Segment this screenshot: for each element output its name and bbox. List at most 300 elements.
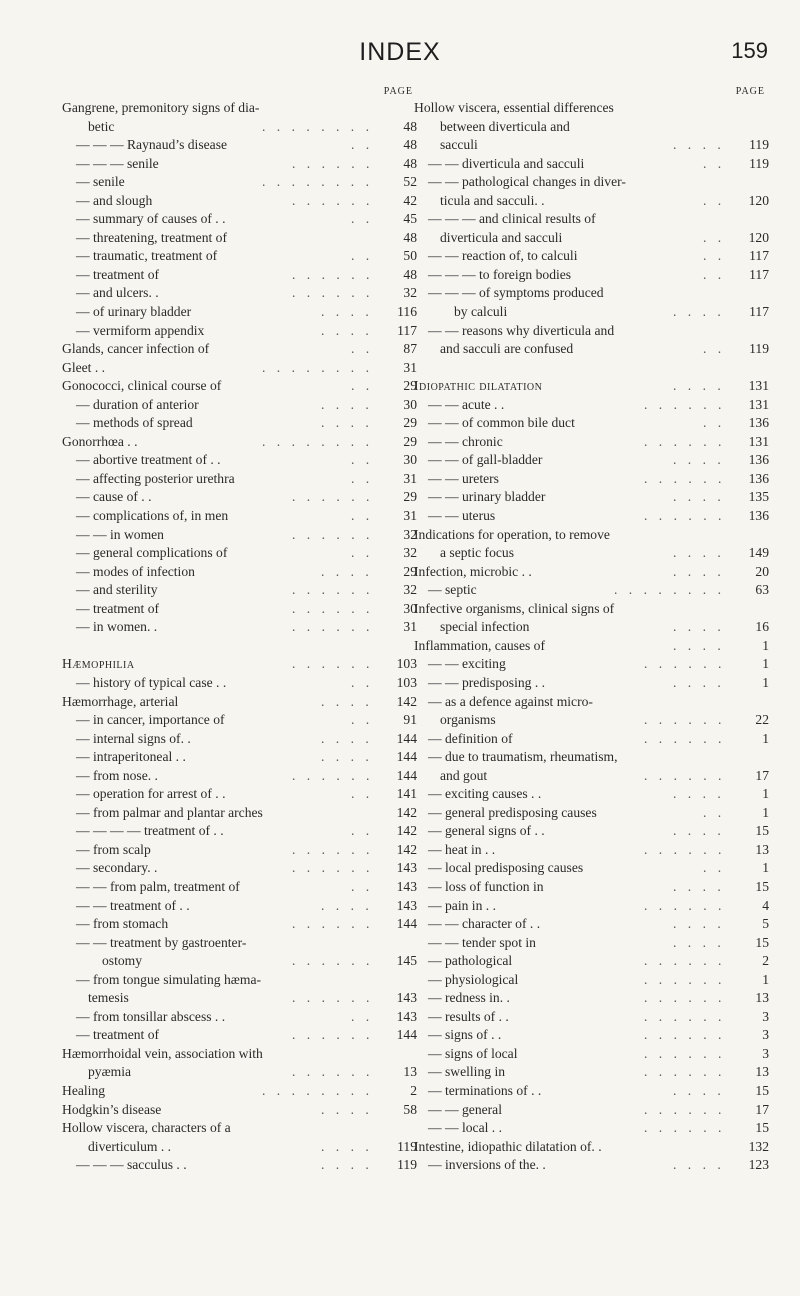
entry-page-number: 145	[396, 953, 417, 969]
leader-dots: . . . . . .	[292, 656, 374, 672]
leader-dots: . . . .	[673, 619, 725, 635]
index-entry	[414, 897, 769, 916]
entry-text: Hæmorrhoidal vein, association with	[62, 1045, 263, 1061]
entry-page-number: 116	[397, 304, 417, 320]
entry-text: — swelling in	[428, 1064, 506, 1080]
leader-dots: . . . .	[321, 396, 373, 412]
entry-text: — — treatment of . .	[76, 897, 190, 913]
entry-text: — signs of . .	[428, 1027, 502, 1043]
index-entry	[62, 284, 417, 303]
leader-dots: . .	[351, 674, 374, 690]
entry-text: diverticulum . .	[88, 1138, 172, 1154]
index-entry	[62, 1156, 417, 1175]
index-entry	[62, 433, 417, 452]
leader-dots: . . . . . .	[644, 433, 726, 449]
entry-page-number: 1	[762, 674, 769, 690]
entry-text: — duration of anterior	[76, 396, 199, 412]
entry-text: Hodgkin’s disease	[62, 1101, 162, 1117]
index-entry	[414, 99, 769, 118]
entry-page-number: 3	[762, 1027, 769, 1043]
entry-text: — exciting causes . .	[428, 786, 542, 802]
entry-text: — from stomach	[76, 916, 169, 932]
entry-page-number: 29	[403, 563, 417, 579]
entry-text: Hollow viscera, characters of a	[62, 1120, 231, 1136]
leader-dots: . .	[351, 378, 374, 394]
index-entry	[62, 359, 417, 378]
leader-dots: . . . . . . . .	[262, 1082, 373, 1098]
index-entry	[62, 841, 417, 860]
leader-dots: . . . . . .	[292, 953, 374, 969]
entry-text: betic	[88, 118, 115, 134]
index-entry	[62, 303, 417, 322]
entry-text: — — reasons why diverticula and	[428, 322, 615, 338]
leader-dots: . . . . . .	[644, 1101, 726, 1117]
entry-text: — due to traumatism, rheumatism,	[428, 749, 618, 765]
entry-text: Hæmorrhage, arterial	[62, 693, 179, 709]
leader-dots: . . . .	[673, 916, 725, 932]
entry-text: — history of typical case . .	[76, 674, 227, 690]
index-entry	[414, 1045, 769, 1064]
entry-page-number: 135	[748, 489, 769, 505]
entry-text: — redness in. .	[428, 990, 510, 1006]
leader-dots: . . . . . .	[292, 285, 374, 301]
entry-page-number: 142	[396, 804, 417, 820]
index-entry	[414, 693, 769, 712]
index-entry	[414, 322, 769, 341]
entry-page-number: 5	[762, 916, 769, 932]
entry-text: — as a defence against micro-	[428, 693, 593, 709]
entry-text: — treatment of	[76, 266, 160, 282]
leader-dots: . . . . . . . .	[262, 174, 373, 190]
entry-text: — general complications of	[76, 545, 228, 561]
entry-page-number: 15	[755, 878, 769, 894]
entry-text: Hollow viscera, essential differences	[414, 100, 614, 115]
leader-dots: . . . . . .	[292, 841, 374, 857]
entry-text: — senile	[76, 174, 125, 190]
index-entry	[414, 785, 769, 804]
entry-text: — and slough	[76, 192, 153, 208]
entry-text: — — predisposing . .	[428, 674, 546, 690]
index-entry	[414, 284, 769, 303]
entry-text: — heat in . .	[428, 841, 496, 857]
leader-dots: . . . .	[321, 1101, 373, 1117]
entry-page-number: 52	[403, 174, 417, 190]
entry-text: Indications for operation, to remove	[414, 526, 610, 542]
entry-page-number: 15	[755, 823, 769, 839]
index-entry	[62, 451, 417, 470]
index-entry	[62, 1063, 417, 1082]
entry-page-number: 15	[755, 1082, 769, 1098]
entry-page-number: 48	[403, 155, 417, 171]
entry-page-number: 144	[396, 749, 417, 765]
leader-dots: . . . . . .	[644, 1120, 726, 1136]
leader-dots: . . . . . .	[644, 953, 726, 969]
leader-dots: . . . . . .	[644, 971, 726, 987]
index-entry	[62, 266, 417, 285]
entry-page-number: 117	[749, 248, 769, 264]
entry-page-number: 13	[755, 1064, 769, 1080]
entry-page-number: 1	[762, 860, 769, 876]
page-column-heading: PAGE	[383, 86, 413, 97]
index-entry	[62, 526, 417, 545]
entry-text: special infection	[440, 619, 530, 635]
entry-text: — general signs of . .	[428, 823, 545, 839]
leader-dots: . . . . . .	[644, 656, 726, 672]
page-column-heading: PAGE	[735, 86, 765, 97]
entry-page-number: 48	[403, 137, 417, 153]
leader-dots: . . . .	[673, 1082, 725, 1098]
leader-dots: . .	[703, 804, 726, 820]
index-entry	[62, 99, 417, 118]
entry-text: — definition of	[428, 730, 513, 746]
index-entry	[414, 433, 769, 452]
entry-page-number: 50	[403, 248, 417, 264]
entry-page-number: 63	[755, 582, 769, 598]
entry-page-number: 30	[403, 452, 417, 468]
index-entry	[414, 655, 769, 674]
entry-text: — loss of function in	[428, 878, 544, 894]
entry-text: — secondary. .	[76, 860, 158, 876]
leader-dots: . .	[351, 823, 374, 839]
entry-text: — — from palm, treatment of	[76, 878, 240, 894]
index-entry	[414, 600, 769, 619]
index-entry	[414, 804, 769, 823]
leader-dots: . . . . . .	[292, 489, 374, 505]
entry-page-number: 31	[403, 359, 417, 375]
index-entry	[62, 1138, 417, 1157]
entry-page-number: 144	[396, 730, 417, 746]
index-entry	[414, 118, 769, 137]
leader-dots: . . . .	[673, 934, 725, 950]
entry-page-number: 1	[762, 786, 769, 802]
entry-page-number: 119	[749, 341, 769, 357]
leader-dots: . . . .	[321, 749, 373, 765]
entry-page-number: 136	[748, 508, 769, 524]
index-entry	[414, 915, 769, 934]
index-entry	[414, 878, 769, 897]
leader-dots: . . . .	[673, 489, 725, 505]
entry-page-number: 3	[762, 1045, 769, 1061]
entry-page-number: 22	[755, 712, 769, 728]
entry-page-number: 143	[396, 990, 417, 1006]
index-entry	[414, 748, 769, 767]
leader-dots: . . . .	[321, 322, 373, 338]
entry-page-number: 123	[748, 1157, 769, 1173]
entry-page-number: 45	[403, 211, 417, 227]
leader-dots: . . . . . .	[644, 1064, 726, 1080]
entry-text: Gleet . .	[62, 359, 106, 375]
index-entry	[414, 526, 769, 545]
index-entry	[414, 451, 769, 470]
entry-page-number: 136	[748, 415, 769, 431]
entry-page-number: 117	[397, 322, 417, 338]
index-entry	[62, 136, 417, 155]
index-entry	[414, 396, 769, 415]
leader-dots: . . . . . . . .	[262, 433, 373, 449]
entry-page-number: 15	[755, 934, 769, 950]
index-entry	[414, 1101, 769, 1120]
leader-dots: . . . . . .	[292, 1027, 374, 1043]
entry-text: — — uterus	[428, 508, 496, 524]
entry-text: — — — Raynaud’s disease	[76, 137, 228, 153]
index-entry	[414, 266, 769, 285]
entry-text: Idiopathic dilatation	[414, 378, 543, 394]
entry-text: — — general	[428, 1101, 502, 1117]
entry-page-number: 1	[762, 804, 769, 820]
leader-dots: . . . . . .	[292, 860, 374, 876]
leader-dots: . .	[351, 878, 374, 894]
entry-page-number: 13	[403, 1064, 417, 1080]
entry-text: — methods of spread	[76, 415, 193, 431]
index-entry	[414, 1082, 769, 1101]
entry-text: — local predisposing causes	[428, 860, 584, 876]
entry-page-number: 31	[403, 470, 417, 486]
index-entry	[62, 247, 417, 266]
index-entry	[62, 785, 417, 804]
entry-page-number: 15	[755, 1120, 769, 1136]
leader-dots: . .	[703, 266, 726, 282]
entry-text: — and sterility	[76, 582, 158, 598]
entry-page-number: 29	[403, 489, 417, 505]
leader-dots: . . . . . .	[292, 990, 374, 1006]
index-entry	[414, 247, 769, 266]
leader-dots: . . . . . .	[644, 730, 726, 746]
leader-dots: . . . . . . . .	[262, 118, 373, 134]
entry-text: — — character of . .	[428, 916, 541, 932]
entry-text: organisms	[440, 712, 496, 728]
leader-dots: . .	[703, 248, 726, 264]
entry-text: — — chronic	[428, 433, 503, 449]
index-entry	[414, 563, 769, 582]
entry-text: — cause of . .	[76, 489, 152, 505]
entry-text: Gonococci, clinical course of	[62, 378, 222, 394]
index-entry	[62, 470, 417, 489]
index-entry	[62, 600, 417, 619]
entry-page-number: 149	[748, 545, 769, 561]
entry-page-number: 143	[396, 1008, 417, 1024]
leader-dots: . . . .	[673, 137, 725, 153]
page-header	[0, 38, 800, 68]
index-entry	[414, 618, 769, 637]
entry-text: Inflammation, causes of	[414, 637, 545, 653]
index-entry	[414, 730, 769, 749]
entry-text: — modes of infection	[76, 563, 195, 579]
entry-page-number: 131	[748, 433, 769, 449]
index-entry	[62, 118, 417, 137]
entry-page-number: 103	[396, 674, 417, 690]
index-entry	[62, 971, 417, 990]
leader-dots: . .	[351, 786, 374, 802]
entry-page-number: 48	[403, 229, 417, 245]
leader-dots: . .	[351, 248, 374, 264]
entry-page-number: 42	[403, 192, 417, 208]
entry-text: — vermiform appendix	[76, 322, 205, 338]
entry-page-number: 2	[762, 953, 769, 969]
entry-page-number: 31	[403, 508, 417, 524]
entry-text: — summary of causes of . .	[76, 211, 226, 227]
entry-page-number: 87	[403, 341, 417, 357]
index-entry	[62, 767, 417, 786]
leader-dots: . . . .	[673, 878, 725, 894]
leader-dots: . .	[703, 860, 726, 876]
entry-page-number: 31	[403, 619, 417, 635]
index-entry	[62, 322, 417, 341]
leader-dots: . . . .	[321, 693, 373, 709]
index-entry	[414, 488, 769, 507]
index-entry	[414, 952, 769, 971]
entry-text: — physiological	[428, 971, 519, 987]
index-entry	[62, 1082, 417, 1101]
entry-page-number: 141	[396, 786, 417, 802]
entry-text: between diverticula and	[440, 118, 570, 134]
index-entry	[62, 396, 417, 415]
entry-text: — general predisposing causes	[428, 804, 597, 820]
entry-text: — traumatic, treatment of	[76, 248, 218, 264]
entry-page-number: 119	[397, 1138, 417, 1154]
leader-dots: . . . . . .	[644, 897, 726, 913]
leader-dots: . . . .	[673, 823, 725, 839]
entry-text: — pain in . .	[428, 897, 496, 913]
entry-page-number: 13	[755, 841, 769, 857]
entry-page-number: 4	[762, 897, 769, 913]
entry-text: — treatment of	[76, 600, 160, 616]
entry-page-number: 17	[755, 767, 769, 783]
index-entry	[414, 303, 769, 322]
entry-text: — septic	[428, 582, 477, 598]
leader-dots: . .	[703, 415, 726, 431]
entry-text: — terminations of . .	[428, 1082, 542, 1098]
index-entry	[62, 173, 417, 192]
entry-text: — results of . .	[428, 1008, 509, 1024]
entry-page-number: 2	[410, 1082, 417, 1098]
leader-dots: . .	[351, 137, 374, 153]
entry-page-number: 32	[403, 285, 417, 301]
leader-dots: . . . . . .	[292, 916, 374, 932]
index-entry	[62, 192, 417, 211]
index-entry	[414, 841, 769, 860]
entry-text: — in cancer, importance of	[76, 712, 225, 728]
index-entry	[62, 563, 417, 582]
entry-text: — from tonsillar abscess . .	[76, 1008, 226, 1024]
entry-text: — — acute . .	[428, 396, 505, 412]
leader-dots: . .	[351, 341, 374, 357]
index-entry	[62, 989, 417, 1008]
entry-text: — from nose. .	[76, 767, 158, 783]
entry-text: sacculi	[440, 137, 478, 153]
entry-text: — treatment of	[76, 1027, 160, 1043]
index-entry	[414, 470, 769, 489]
index-entry	[62, 581, 417, 600]
index-entry	[414, 767, 769, 786]
leader-dots: . .	[703, 341, 726, 357]
entry-page-number: 32	[403, 582, 417, 598]
entry-text: — — ureters	[428, 470, 499, 486]
entry-text: diverticula and sacculi	[440, 229, 563, 245]
index-entry	[414, 229, 769, 248]
entry-text: — — pathological changes in diver-	[428, 174, 626, 190]
index-entry	[62, 952, 417, 971]
entry-page-number: 1	[762, 656, 769, 672]
index-entry	[414, 173, 769, 192]
entry-text: — operation for arrest of . .	[76, 786, 226, 802]
entry-page-number: 119	[749, 155, 769, 171]
index-entry	[414, 859, 769, 878]
entry-text: — intraperitoneal . .	[76, 749, 186, 765]
leader-dots: . .	[703, 192, 726, 208]
entry-page-number: 120	[748, 192, 769, 208]
index-entry	[414, 1008, 769, 1027]
entry-text: — — reaction of, to calculi	[428, 248, 578, 264]
entry-text: — and ulcers. .	[76, 285, 159, 301]
index-entry	[414, 1063, 769, 1082]
entry-page-number: 142	[396, 841, 417, 857]
entry-text: — threatening, treatment of	[76, 229, 227, 245]
index-entry	[62, 1119, 417, 1138]
leader-dots: . . . . . .	[644, 712, 726, 728]
entry-text: — — treatment by gastroenter-	[76, 934, 247, 950]
entry-page-number: 30	[403, 396, 417, 412]
leader-dots: . . . .	[673, 637, 725, 653]
index-spacer	[62, 637, 417, 656]
leader-dots: . .	[351, 211, 374, 227]
index-entry	[62, 878, 417, 897]
entry-page-number: 117	[749, 266, 769, 282]
leader-dots: . . . .	[321, 1138, 373, 1154]
index-entry	[414, 637, 769, 656]
index-entry	[62, 155, 417, 174]
index-entry	[62, 897, 417, 916]
entry-text: — affecting posterior urethra	[76, 470, 235, 486]
entry-text: — — exciting	[428, 656, 506, 672]
entry-page-number: 1	[762, 637, 769, 653]
entry-text: temesis	[88, 990, 129, 1006]
leader-dots: . . . . . . . .	[614, 582, 725, 598]
entry-page-number: 91	[403, 712, 417, 728]
entry-text: Intestine, idiopathic dilatation of. .	[414, 1138, 602, 1154]
entry-page-number: 119	[749, 137, 769, 153]
entry-text: Infective organisms, clinical signs of	[414, 600, 615, 616]
entry-page-number: 29	[403, 433, 417, 449]
leader-dots: . . . .	[673, 545, 725, 561]
index-entry	[414, 1119, 769, 1138]
entry-page-number: 48	[403, 266, 417, 282]
entry-text: a septic focus	[440, 545, 514, 561]
leader-dots: . . . . . .	[644, 1027, 726, 1043]
leader-dots: . .	[351, 452, 374, 468]
entry-text: — — tender spot in	[428, 934, 536, 950]
leader-dots: . . . . . .	[292, 582, 374, 598]
leader-dots: . .	[351, 1008, 374, 1024]
entry-text: ticula and sacculi. .	[440, 192, 545, 208]
index-entry	[62, 618, 417, 637]
index-entry	[62, 544, 417, 563]
index-spacer	[414, 359, 769, 378]
index-entry	[414, 507, 769, 526]
entry-text: — inversions of the. .	[428, 1157, 546, 1173]
leader-dots: . . . .	[673, 378, 725, 394]
index-entry	[62, 1101, 417, 1120]
index-entry	[62, 377, 417, 396]
entry-text: — in women. .	[76, 619, 158, 635]
entry-page-number: 131	[748, 378, 769, 394]
entry-page-number: 16	[755, 619, 769, 635]
entry-text: ostomy	[102, 953, 143, 969]
leader-dots: . . . .	[321, 563, 373, 579]
leader-dots: . . . . . .	[292, 600, 374, 616]
index-entry	[62, 340, 417, 359]
leader-dots: . . . .	[321, 730, 373, 746]
entry-page-number: 143	[396, 897, 417, 913]
